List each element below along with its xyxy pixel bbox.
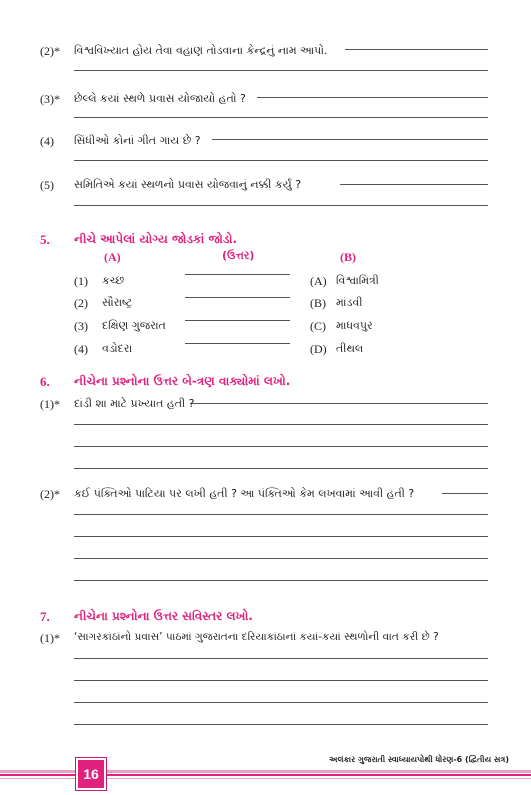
answer-line[interactable]	[74, 658, 488, 659]
section-number: 7.	[40, 609, 50, 624]
answer-line[interactable]	[74, 424, 488, 425]
match-right-letter: (C)	[310, 319, 326, 333]
match-answer-line[interactable]	[185, 320, 290, 321]
match-right-letter: (D)	[310, 342, 327, 356]
match-left-number: (1)	[74, 274, 88, 288]
match-answer-line[interactable]	[185, 297, 290, 298]
book-title: અલંકાર ગુજરાતી સ્વાધ્યાયપોથી ધોરણ-6 (દ્વિતીય સત્ર)	[329, 755, 509, 764]
question-number: (2)*	[40, 44, 60, 58]
answer-line[interactable]	[74, 580, 488, 581]
match-left-number: (3)	[74, 319, 88, 333]
question-number: (4)	[40, 134, 54, 148]
question-text: વિશ્વવિખ્યાત હોય તેવા વહાણ તોડવાના કેન્દ્રનું નામ આપો.	[74, 44, 328, 57]
answer-line[interactable]	[74, 680, 488, 681]
answer-line[interactable]	[190, 403, 488, 404]
section-title: નીચે આપેલાં યોગ્ય જોડકાં જોડો.	[74, 232, 238, 246]
match-answer-line[interactable]	[185, 274, 290, 275]
question-number: (1)*	[40, 397, 60, 411]
answer-line[interactable]	[74, 446, 488, 447]
section-title: નીચેના પ્રશ્નોના ઉત્તર બે-ત્રણ વાક્યોમાં લખો.	[74, 374, 291, 388]
question-text: ‘સાગરકાંઠાંનો પ્રવાસ’ પાઠમાં ગુજરાતના દરિયાકાંઠાનાં કયાં-કયાં સ્થળોની વાત કરી છે ?	[74, 631, 439, 643]
match-right-letter: (B)	[310, 296, 326, 310]
question-number: (5)	[40, 178, 54, 192]
answer-line[interactable]	[74, 205, 488, 206]
match-right-letter: (A)	[310, 274, 327, 288]
answer-line[interactable]	[257, 97, 488, 98]
section-number: 5.	[40, 232, 50, 247]
question-text: છેલ્લે કયાં સ્થળે પ્રવાસ યોજાયો હતો ?	[74, 92, 246, 105]
match-right-item: તીથલ	[336, 342, 364, 355]
answer-line[interactable]	[74, 160, 488, 161]
match-left-number: (2)	[74, 296, 88, 310]
answer-line[interactable]	[74, 536, 488, 537]
match-answer-line[interactable]	[185, 343, 290, 344]
question-number: (3)*	[40, 92, 60, 106]
question-text: કઈ પંક્તિઓ પાટિયા પર લખી હતી ? આ પંક્તિઓ કેમ લખવામાં આવી હતી ?	[74, 487, 415, 500]
answer-line[interactable]	[74, 702, 488, 703]
answer-line[interactable]	[442, 493, 488, 494]
answer-line[interactable]	[74, 558, 488, 559]
match-left-item: સૌરાષ્ટ્ર	[102, 296, 133, 309]
match-right-item: માધવપુર	[336, 319, 373, 332]
question-number: (1)*	[40, 631, 60, 645]
match-right-item: વિશ્વામિત્રી	[336, 274, 379, 287]
answer-line[interactable]	[74, 468, 488, 469]
section-number: 6.	[40, 374, 50, 389]
answer-column-heading: (ઉત્તર)	[222, 249, 255, 262]
page-number: 16	[76, 758, 106, 790]
answer-line[interactable]	[212, 139, 488, 140]
column-b-heading: (B)	[340, 250, 356, 264]
answer-line[interactable]	[74, 117, 488, 118]
match-right-item: માંડવી	[336, 296, 363, 309]
section-title: નીચેના પ્રશ્નોના ઉત્તર સવિસ્તર લખો.	[74, 609, 253, 623]
match-left-item: કચ્છ	[102, 274, 125, 287]
answer-line[interactable]	[340, 184, 488, 185]
answer-line[interactable]	[74, 724, 488, 725]
match-left-item: વડોદરા	[102, 342, 133, 355]
question-text: દાંડી શા માટે પ્રખ્યાત હતી ?	[74, 397, 195, 410]
column-a-heading: (A)	[104, 250, 121, 264]
answer-line[interactable]	[345, 49, 488, 50]
match-left-number: (4)	[74, 342, 88, 356]
question-number: (2)*	[40, 487, 60, 501]
answer-line[interactable]	[74, 70, 488, 71]
answer-line[interactable]	[74, 514, 488, 515]
match-left-item: દક્ષિણ ગુજરાત	[102, 319, 166, 332]
question-text: સિંધીઓ કોનાં ગીત ગાય છે ?	[74, 134, 201, 147]
question-text: સમિતિએ કયાં સ્થળનો પ્રવાસ યોજવાનું નક્કી કર્યું ?	[74, 178, 302, 191]
